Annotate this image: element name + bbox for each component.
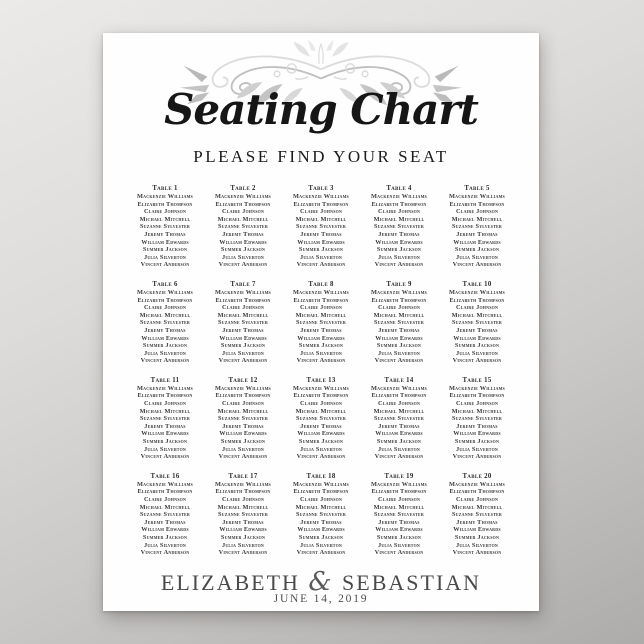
table-block: [126, 184, 204, 269]
guest-name: Claire Johnson: [455, 400, 499, 408]
table-label: Table 13: [306, 376, 336, 384]
guest-name: Vincent Anderson: [218, 453, 268, 461]
guest-name: Mackenzie Williams: [137, 193, 193, 200]
guest-name: Jeremy Thomas: [222, 230, 264, 238]
guest-name: Claire Johnson: [221, 304, 265, 312]
guest-name: Michael Mitchell: [451, 311, 503, 319]
guest-name: Julia Silverton: [456, 253, 498, 261]
table-block: [360, 280, 438, 365]
guest-name: Claire Johnson: [377, 208, 421, 216]
table-block: [360, 184, 438, 269]
guest-name: Claire Johnson: [377, 400, 421, 408]
guest-name: Julia Silverton: [300, 349, 342, 357]
table-label: Table 8: [308, 280, 334, 288]
guest-name: Summer Jackson: [454, 533, 500, 541]
guest-name: Vincent Anderson: [140, 261, 190, 269]
guest-name: Jeremy Thomas: [300, 230, 342, 238]
guest-name: Suzanne Sylvester: [295, 223, 347, 231]
guest-name: Suzanne Sylvester: [217, 415, 269, 423]
guest-name: Vincent Anderson: [452, 453, 502, 461]
guest-name: Jeremy Thomas: [222, 518, 264, 526]
guest-name: Jeremy Thomas: [378, 518, 420, 526]
guest-name: Mackenzie Williams: [215, 480, 271, 488]
guest-name: Michael Mitchell: [373, 311, 425, 319]
guest-name: William Edwards: [141, 526, 189, 534]
guest-name: Suzanne Sylvester: [451, 415, 503, 423]
guest-name: Suzanne Sylvester: [217, 511, 269, 519]
guest-name: Vincent Anderson: [140, 453, 190, 461]
guest-name: Julia Silverton: [378, 349, 420, 357]
guest-name: Suzanne Sylvester: [139, 415, 191, 423]
table-label: Table 11: [150, 376, 180, 384]
guest-name: Michael Mitchell: [139, 311, 191, 319]
table-block: [204, 280, 282, 365]
guest-name: Mackenzie Williams: [137, 288, 193, 296]
guest-name: Elizabeth Thompson: [293, 488, 349, 496]
guest-name: Suzanne Sylvester: [373, 511, 425, 519]
table-label: Table 4: [386, 185, 412, 192]
guest-name: Mackenzie Williams: [371, 193, 427, 200]
guest-name: Elizabeth Thompson: [293, 392, 349, 400]
guest-name: Claire Johnson: [221, 400, 265, 408]
table-block: [438, 376, 516, 461]
table-block: [282, 472, 360, 557]
ampersand: &: [308, 567, 334, 597]
guest-name: Suzanne Sylvester: [217, 319, 269, 327]
guest-name: Julia Silverton: [378, 253, 420, 261]
guest-name: Vincent Anderson: [374, 357, 424, 365]
guest-name: William Edwards: [219, 526, 267, 534]
table-label: Table 7: [230, 280, 256, 288]
guest-name: Jeremy Thomas: [144, 326, 186, 334]
guest-name: Jeremy Thomas: [456, 422, 498, 430]
guest-name: William Edwards: [219, 430, 267, 438]
guest-name: Julia Silverton: [222, 253, 264, 261]
table-label: Table 9: [386, 280, 412, 288]
guest-name: Vincent Anderson: [296, 357, 346, 365]
guest-name: Suzanne Sylvester: [295, 319, 347, 327]
guest-name: Claire Johnson: [455, 304, 499, 312]
guest-name: Michael Mitchell: [217, 503, 269, 511]
guest-name: Elizabeth Thompson: [293, 200, 349, 208]
guest-name: Mackenzie Williams: [215, 288, 271, 296]
guest-name: Michael Mitchell: [373, 407, 425, 415]
guest-name: Julia Silverton: [456, 349, 498, 357]
guest-name: Michael Mitchell: [373, 215, 425, 223]
guest-name: Jeremy Thomas: [144, 230, 186, 238]
guest-name: Claire Johnson: [455, 496, 499, 503]
guest-name: Jeremy Thomas: [456, 230, 498, 238]
guest-name: Elizabeth Thompson: [293, 296, 349, 304]
guest-name: Summer Jackson: [454, 246, 500, 254]
guest-name: Michael Mitchell: [451, 215, 503, 223]
guest-name: Jeremy Thomas: [300, 518, 342, 526]
guest-name: Mackenzie Williams: [215, 384, 271, 392]
guest-name: Jeremy Thomas: [456, 326, 498, 334]
table-block: [282, 184, 360, 269]
guest-name: Elizabeth Thompson: [449, 296, 505, 304]
guest-name: Michael Mitchell: [295, 311, 347, 319]
guest-name: Elizabeth Thompson: [371, 200, 427, 208]
guest-name: Suzanne Sylvester: [295, 511, 347, 519]
table-block: [282, 376, 360, 461]
guest-name: Suzanne Sylvester: [451, 319, 503, 327]
guest-name: Elizabeth Thompson: [215, 296, 271, 304]
guest-name: William Edwards: [375, 238, 423, 246]
guest-name: William Edwards: [297, 430, 345, 438]
guest-name: Vincent Anderson: [452, 261, 502, 269]
guest-name: William Edwards: [453, 526, 501, 534]
guest-name: Julia Silverton: [456, 541, 498, 549]
guest-name: Summer Jackson: [376, 246, 422, 254]
guest-name: Mackenzie Williams: [215, 193, 271, 200]
guest-name: Claire Johnson: [143, 304, 187, 312]
guest-name: Julia Silverton: [378, 541, 420, 549]
guest-name: Vincent Anderson: [140, 357, 190, 365]
guest-name: Elizabeth Thompson: [449, 488, 505, 496]
guest-name: Suzanne Sylvester: [373, 415, 425, 423]
guest-name: Suzanne Sylvester: [451, 223, 503, 231]
table-block: [204, 376, 282, 461]
table-label: Table 18: [306, 472, 336, 480]
guest-name: Jeremy Thomas: [222, 422, 264, 430]
guest-name: Elizabeth Thompson: [137, 296, 193, 304]
guest-name: Jeremy Thomas: [300, 422, 342, 430]
guest-name: Mackenzie Williams: [371, 288, 427, 296]
guest-name: Summer Jackson: [454, 342, 500, 350]
table-block: [126, 472, 204, 557]
guest-name: Summer Jackson: [220, 438, 266, 446]
table-block: [360, 472, 438, 557]
table-label: Table 17: [228, 472, 258, 480]
guest-name: Summer Jackson: [142, 533, 188, 541]
guest-name: Suzanne Sylvester: [451, 511, 503, 519]
seating-chart-poster: [103, 33, 539, 611]
guest-name: Julia Silverton: [222, 541, 264, 549]
guest-name: William Edwards: [375, 430, 423, 438]
guest-name: Claire Johnson: [377, 496, 421, 503]
table-block: [360, 376, 438, 461]
guest-name: William Edwards: [453, 430, 501, 438]
guest-name: Julia Silverton: [144, 445, 186, 453]
guest-name: Vincent Anderson: [218, 261, 268, 269]
guest-name: Julia Silverton: [378, 445, 420, 453]
guest-name: Summer Jackson: [298, 533, 344, 541]
table-label: Table 10: [462, 280, 492, 288]
guest-name: Mackenzie Williams: [293, 288, 349, 296]
guest-name: Mackenzie Williams: [137, 480, 193, 488]
guest-name: Jeremy Thomas: [378, 230, 420, 238]
table-block: [438, 184, 516, 269]
guest-name: Summer Jackson: [142, 246, 188, 254]
table-block: [204, 472, 282, 557]
guest-name: Jeremy Thomas: [378, 326, 420, 334]
guest-name: Mackenzie Williams: [371, 480, 427, 488]
guest-name: Summer Jackson: [298, 438, 344, 446]
guest-name: Elizabeth Thompson: [371, 296, 427, 304]
guest-name: Vincent Anderson: [374, 549, 424, 557]
guest-name: Suzanne Sylvester: [139, 511, 191, 519]
poster-subtitle: PLEASE FIND YOUR SEAT: [193, 147, 449, 166]
guest-name: William Edwards: [297, 526, 345, 534]
guest-name: Elizabeth Thompson: [137, 392, 193, 400]
guest-name: Michael Mitchell: [295, 215, 347, 223]
guest-name: Vincent Anderson: [374, 261, 424, 269]
table-label: Table 1: [152, 185, 178, 192]
guest-name: Summer Jackson: [142, 342, 188, 350]
guest-name: Jeremy Thomas: [378, 422, 420, 430]
guest-name: Mackenzie Williams: [449, 288, 505, 296]
guest-name: Elizabeth Thompson: [137, 200, 193, 208]
guest-name: Michael Mitchell: [295, 407, 347, 415]
table-label: Table 3: [308, 185, 334, 192]
guest-name: Summer Jackson: [376, 533, 422, 541]
guest-name: Elizabeth Thompson: [215, 488, 271, 496]
guest-name: Summer Jackson: [298, 246, 344, 254]
table-block: [126, 376, 204, 461]
guest-name: Vincent Anderson: [140, 549, 190, 557]
guest-name: Michael Mitchell: [217, 407, 269, 415]
poster-title: Seating Chart: [164, 85, 478, 134]
guest-name: Michael Mitchell: [451, 503, 503, 511]
guest-name: Mackenzie Williams: [293, 384, 349, 392]
guest-name: Mackenzie Williams: [449, 384, 505, 392]
guest-name: Vincent Anderson: [452, 549, 502, 557]
table-label: Table 14: [384, 376, 414, 384]
guest-name: Suzanne Sylvester: [295, 415, 347, 423]
guest-name: Elizabeth Thompson: [371, 392, 427, 400]
guest-name: Michael Mitchell: [139, 215, 191, 223]
guest-name: Claire Johnson: [299, 304, 343, 312]
guest-name: Claire Johnson: [221, 208, 265, 216]
guest-name: Julia Silverton: [144, 349, 186, 357]
guest-name: Summer Jackson: [220, 246, 266, 254]
table-label: Table 16: [150, 472, 180, 480]
guest-name: Vincent Anderson: [296, 453, 346, 461]
guest-name: Claire Johnson: [143, 400, 187, 408]
guest-name: Michael Mitchell: [451, 407, 503, 415]
guest-name: Elizabeth Thompson: [371, 488, 427, 496]
guest-name: William Edwards: [141, 430, 189, 438]
partner-name-2: SEBASTIAN: [342, 570, 482, 595]
table-label: Table 15: [462, 376, 492, 384]
guest-name: Mackenzie Williams: [449, 193, 505, 200]
guest-name: Summer Jackson: [220, 342, 266, 350]
guest-name: Elizabeth Thompson: [215, 392, 271, 400]
guest-name: Michael Mitchell: [217, 311, 269, 319]
guest-name: Julia Silverton: [222, 349, 264, 357]
guest-name: Suzanne Sylvester: [139, 223, 191, 231]
guest-name: William Edwards: [375, 526, 423, 534]
table-label: Table 20: [462, 472, 492, 480]
guest-name: Michael Mitchell: [139, 407, 191, 415]
guest-name: Julia Silverton: [300, 253, 342, 261]
guest-name: Michael Mitchell: [373, 503, 425, 511]
guest-name: Suzanne Sylvester: [373, 223, 425, 231]
guest-name: Julia Silverton: [222, 445, 264, 453]
guest-name: Vincent Anderson: [296, 261, 346, 269]
guest-name: Summer Jackson: [376, 438, 422, 446]
guest-name: Suzanne Sylvester: [373, 319, 425, 327]
guest-name: Michael Mitchell: [139, 503, 191, 511]
table-block: [438, 472, 516, 557]
guest-name: Summer Jackson: [220, 533, 266, 541]
guest-name: Julia Silverton: [300, 541, 342, 549]
table-label: Table 2: [230, 185, 256, 192]
table-block: [438, 280, 516, 365]
guest-name: Mackenzie Williams: [293, 193, 349, 200]
tables-grid: [103, 184, 539, 557]
guest-name: Elizabeth Thompson: [137, 488, 193, 496]
guest-name: William Edwards: [141, 238, 189, 246]
guest-name: Julia Silverton: [144, 253, 186, 261]
guest-name: Jeremy Thomas: [300, 326, 342, 334]
guest-name: Elizabeth Thompson: [449, 392, 505, 400]
guest-name: Claire Johnson: [299, 496, 343, 503]
guest-name: Claire Johnson: [143, 208, 187, 216]
guest-name: Claire Johnson: [143, 496, 187, 503]
guest-name: Summer Jackson: [298, 342, 344, 350]
guest-name: William Edwards: [297, 334, 345, 342]
guest-name: William Edwards: [219, 334, 267, 342]
guest-name: Suzanne Sylvester: [139, 319, 191, 327]
guest-name: Jeremy Thomas: [144, 518, 186, 526]
guest-name: Elizabeth Thompson: [449, 200, 505, 208]
guest-name: Julia Silverton: [144, 541, 186, 549]
guest-name: Jeremy Thomas: [222, 326, 264, 334]
guest-name: Mackenzie Williams: [449, 480, 505, 488]
guest-name: Jeremy Thomas: [456, 518, 498, 526]
guest-name: William Edwards: [375, 334, 423, 342]
partner-name-1: ELIZABETH: [160, 570, 300, 595]
table-label: Table 19: [384, 472, 414, 480]
guest-name: Jeremy Thomas: [144, 422, 186, 430]
guest-name: Vincent Anderson: [296, 549, 346, 557]
guest-name: William Edwards: [219, 238, 267, 246]
guest-name: Claire Johnson: [221, 496, 265, 503]
guest-name: Summer Jackson: [142, 438, 188, 446]
guest-name: Julia Silverton: [456, 445, 498, 453]
guest-name: Vincent Anderson: [218, 357, 268, 365]
guest-name: Suzanne Sylvester: [217, 223, 269, 231]
table-label: Table 6: [152, 280, 178, 288]
guest-name: Summer Jackson: [454, 438, 500, 446]
guest-name: Mackenzie Williams: [293, 480, 349, 488]
guest-name: Michael Mitchell: [217, 215, 269, 223]
guest-name: Elizabeth Thompson: [215, 200, 271, 208]
event-date: JUNE 14, 2019: [273, 593, 369, 605]
table-block: [204, 184, 282, 269]
table-block: [282, 280, 360, 365]
guest-name: Mackenzie Williams: [137, 384, 193, 392]
guest-name: William Edwards: [453, 334, 501, 342]
guest-name: William Edwards: [453, 238, 501, 246]
guest-name: Summer Jackson: [376, 342, 422, 350]
guest-name: Mackenzie Williams: [371, 384, 427, 392]
guest-name: Vincent Anderson: [218, 549, 268, 557]
guest-name: Claire Johnson: [377, 304, 421, 312]
guest-name: Claire Johnson: [455, 208, 499, 216]
guest-name: Vincent Anderson: [452, 357, 502, 365]
table-label: Table 12: [228, 376, 258, 384]
table-block: [126, 280, 204, 365]
guest-name: Julia Silverton: [300, 445, 342, 453]
guest-name: Claire Johnson: [299, 208, 343, 216]
guest-name: Vincent Anderson: [374, 453, 424, 461]
guest-name: William Edwards: [141, 334, 189, 342]
guest-name: William Edwards: [297, 238, 345, 246]
guest-name: Claire Johnson: [299, 400, 343, 408]
table-label: Table 5: [464, 185, 490, 192]
guest-name: Michael Mitchell: [295, 503, 347, 511]
